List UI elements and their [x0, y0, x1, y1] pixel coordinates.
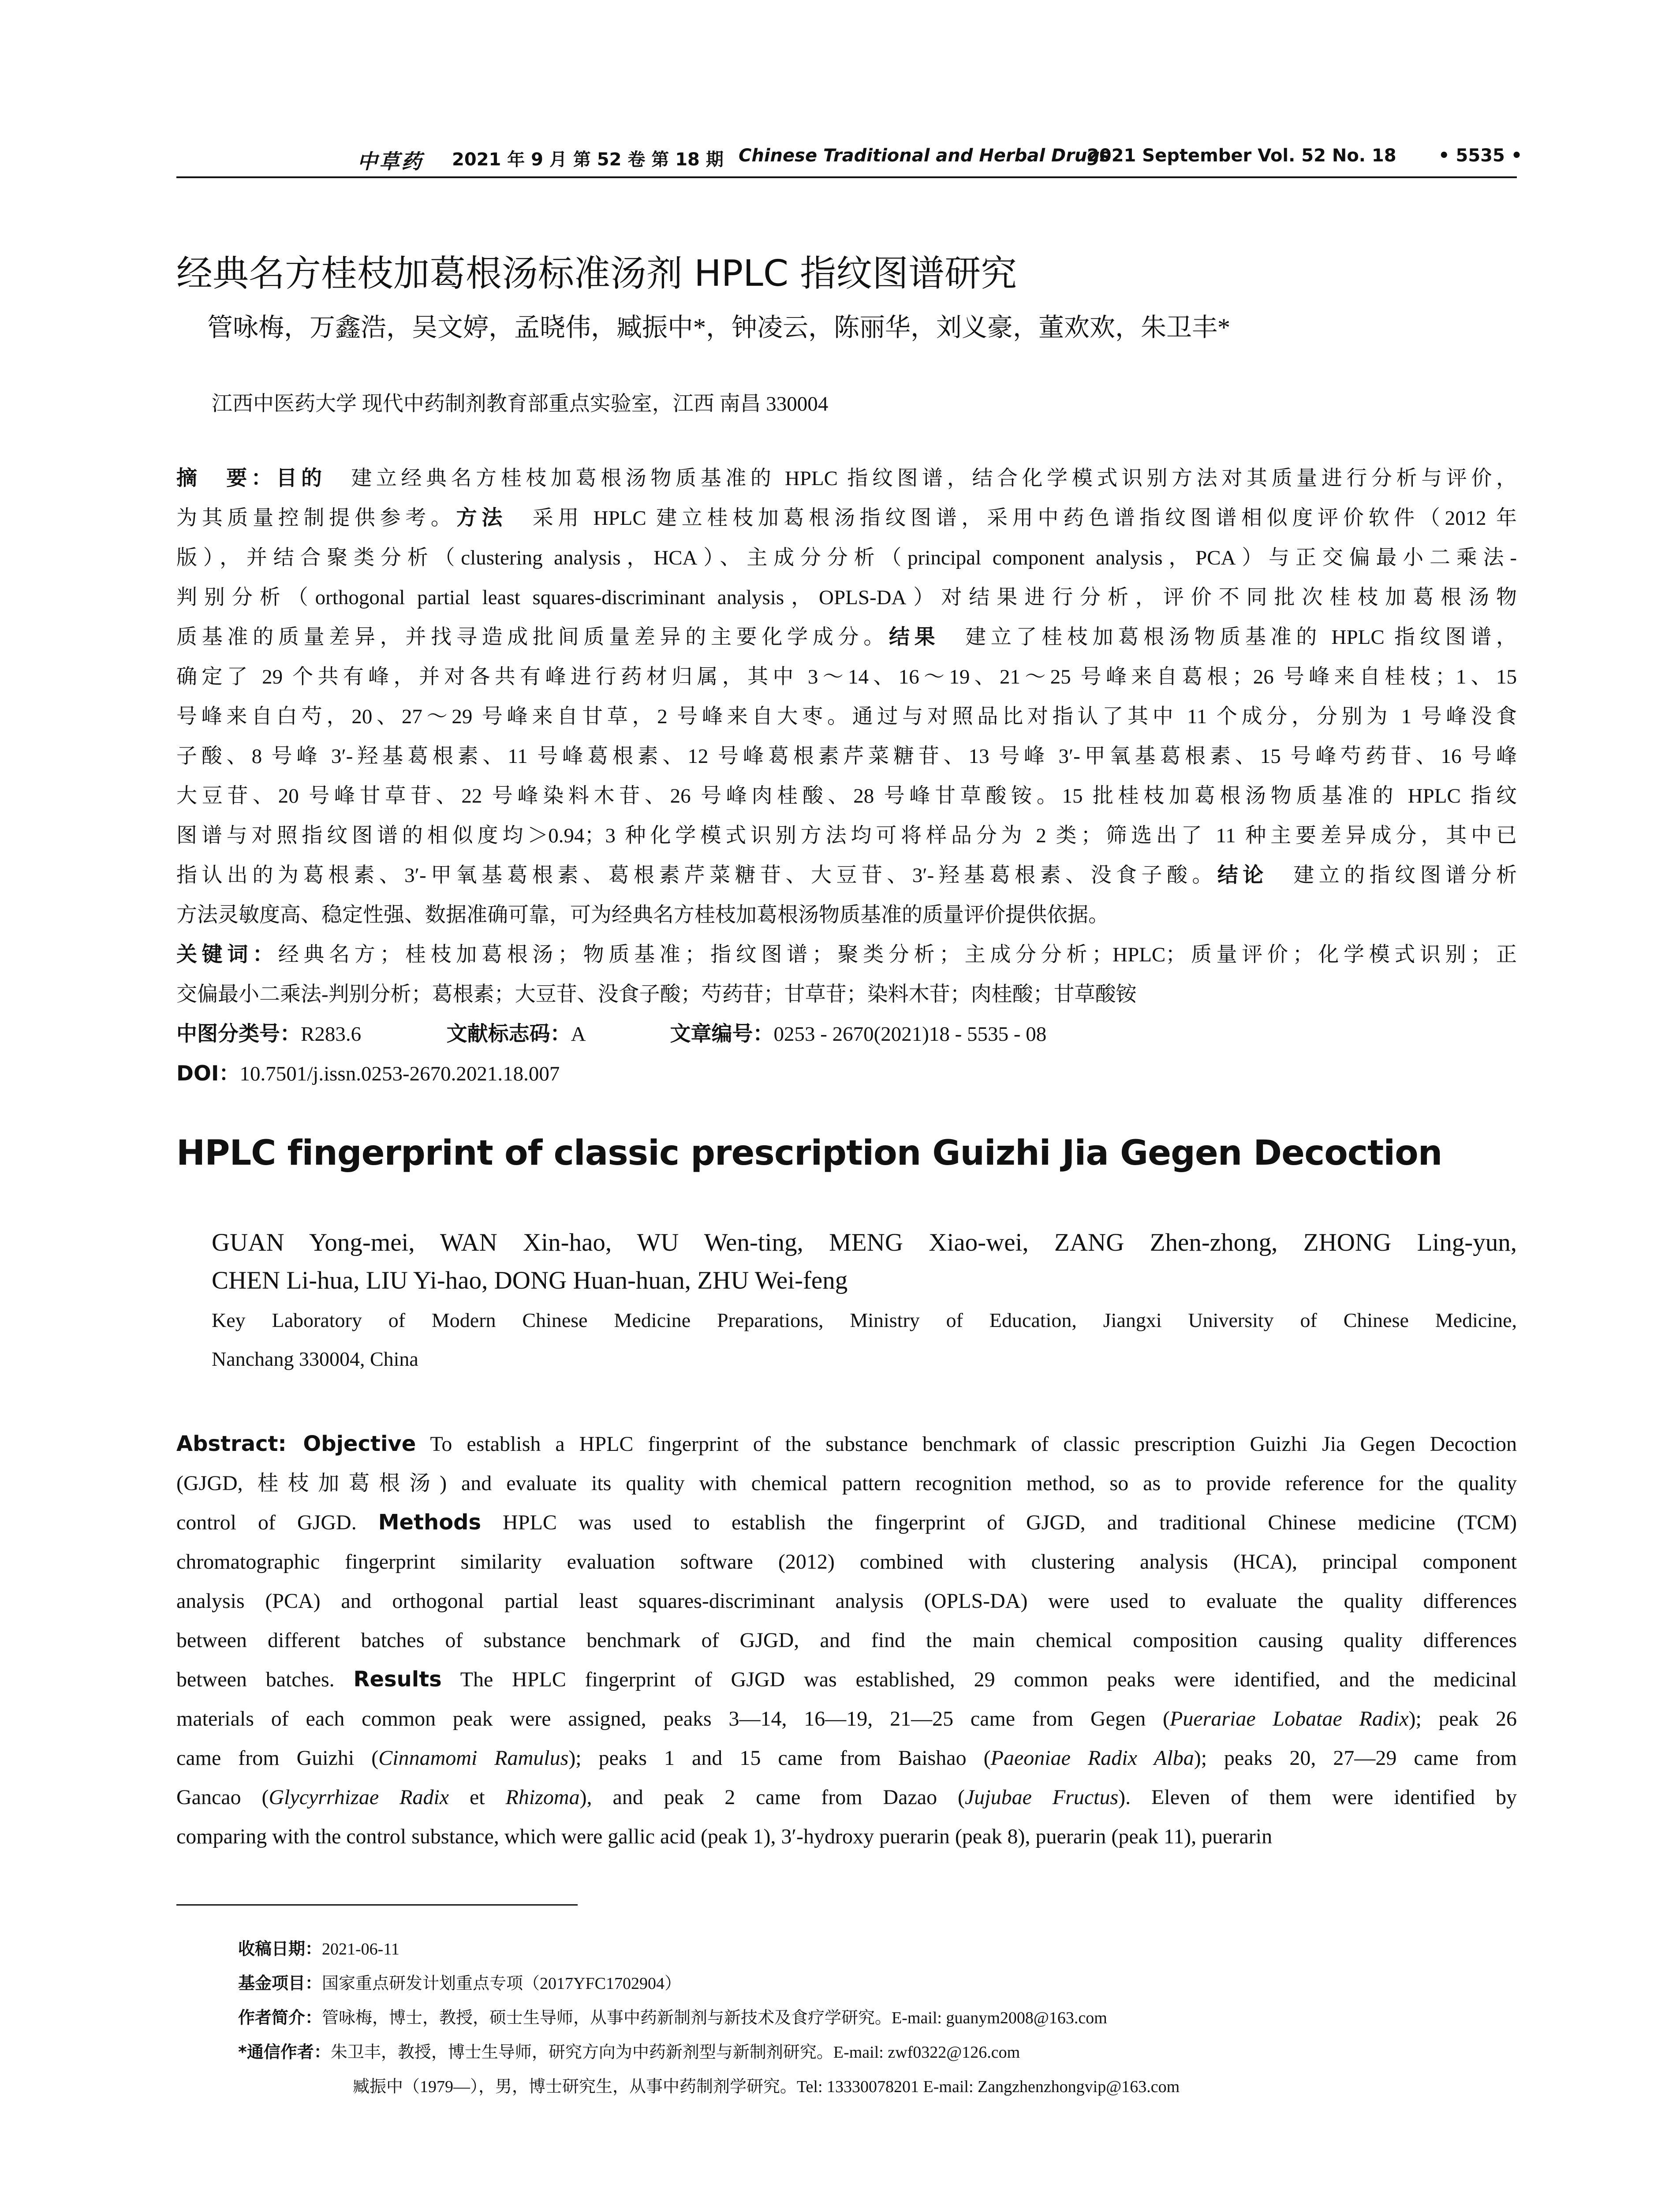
text-run: To establish a HPLC fingerprint of the substance benchmark of classic prescription Guizhi Jia Gegen Decoction: [416, 1432, 1517, 1456]
article-number-value: 0253 - 2670(2021)18 - 5535 - 08: [773, 1023, 1047, 1046]
author-bio-value: 管咏梅，博士，教授，硕士生导师，从事中药新制剂与新技术及食疗学研究。E-mail: guanym2008@163.com: [322, 2009, 1107, 2027]
paragraph-line: [176, 816, 1517, 856]
text-run: Glycyrrhizae Radix: [269, 1786, 449, 1809]
paragraph-line: [176, 617, 1517, 657]
text-run: 确定了 29 个共有峰，并对各共有峰进行药材归属，其中 3～14、16～19、21～25 号峰来自葛根；26 号峰来自桂枝；1、15: [176, 665, 1517, 688]
fund-value: 国家重点研发计划重点专项（2017YFC1702904）: [322, 1974, 681, 1993]
header-rule: [176, 176, 1517, 178]
text-run: Paeoniae Radix Alba: [990, 1746, 1194, 1770]
paragraph-line: [176, 1778, 1517, 1817]
text-run: 图谱与对照指纹图谱的相似度均＞0.94；3 种化学模式识别方法均可将样品分为 2 类；筛选出了 11 种主要差异成分，其中已: [176, 824, 1517, 847]
section-label: 结果: [889, 625, 940, 649]
paragraph-line: [176, 1424, 1517, 1464]
corresponding-value: 朱卫丰，教授，博士生导师，研究方向为中药新剂型与新制剂研究。E-mail: zwf0322@126.com: [330, 2043, 1020, 2062]
paragraph-line: [176, 1542, 1517, 1581]
doi-value[interactable]: 10.7501/j.issn.0253-2670.2021.18.007: [239, 1062, 560, 1085]
text-run: 建立经典名方桂枝加葛根汤物质基准的 HPLC 指纹图谱，结合化学模式识别方法对其质量进行分析与评价，: [326, 467, 1517, 490]
affiliation-en: [212, 1301, 1517, 1379]
keywords-line: [176, 935, 1517, 975]
paragraph-line: [176, 578, 1517, 617]
journal-name-cn: 中草药: [357, 150, 423, 173]
footnote-received: [238, 1935, 399, 1959]
corresponding-label: *通信作者：: [238, 2042, 331, 2062]
text-run: (GJGD, 桂枝加葛根汤) and evaluate its quality with chemical pattern recognition method, so as to provide reference for the quality: [176, 1472, 1517, 1495]
keywords-line: [176, 975, 1517, 1014]
section-label: 结论: [1217, 863, 1268, 887]
text-run: Jujubae Fructus: [964, 1786, 1119, 1809]
paragraph-line: [176, 895, 1517, 935]
text-run: 指认出的为葛根素、3′-甲氧基葛根素、葛根素芹菜糖苷、大豆苷、3′-羟基葛根素、没食子酸。: [176, 864, 1217, 887]
text-run: between batches.: [176, 1668, 354, 1691]
authors-en-line-2: CHEN Li-hua, LIU Yi-hao, DONG Huan-huan, ZHU Wei-feng: [212, 1267, 848, 1294]
paragraph-line: [176, 538, 1517, 578]
received-label: 收稿日期：: [238, 1939, 322, 1958]
paragraph-line: [176, 1699, 1517, 1738]
authors-cn: 管咏梅，万鑫浩，吴文婷，孟晓伟，臧振中*，钟凌云，陈丽华，刘义豪，董欢欢，朱卫丰*: [207, 313, 1231, 342]
paragraph-line: [176, 459, 1517, 498]
paragraph-line: [176, 697, 1517, 736]
text-run: 方法灵敏度高、稳定性强、数据准确可靠，可为经典名方桂枝加葛根汤物质基准的质量评价提供依据。: [176, 904, 1109, 927]
text-run: 大豆苷、20 号峰甘草苷、22 号峰染料木苷、26 号峰肉桂酸、28 号峰甘草酸铵。15 批桂枝加葛根汤物质基准的 HPLC 指纹: [176, 785, 1517, 807]
paragraph-line: [176, 736, 1517, 776]
text-run: The HPLC fingerprint of GJGD was established, 29 common peaks were identified, and the medicinal: [441, 1668, 1517, 1691]
text-run: between different batches of substance benchmark of GJGD, and find the main chemical composition causing quality differences: [176, 1629, 1517, 1652]
clc-label: 中图分类号：: [176, 1022, 301, 1046]
text-run: chromatographic fingerprint similarity evaluation software (2012) combined with clustering analysis (HCA), principal component: [176, 1550, 1517, 1573]
text-run: ), and peak 2 came from Dazao (: [579, 1786, 965, 1809]
text-run: ); peaks 1 and 15 came from Baishao (: [568, 1746, 991, 1770]
text-run: et: [449, 1786, 506, 1809]
footnote-author-bio: [238, 2004, 1107, 2028]
section-label: Abstract: Objective: [176, 1431, 416, 1456]
doi-label: DOI：: [176, 1061, 240, 1086]
footnote-rule: [176, 1904, 578, 1906]
text-run: ). Eleven of them were identified by: [1118, 1786, 1517, 1809]
text-run: analysis (PCA) and orthogonal partial least squares-discriminant analysis (OPLS-DA) were used to evaluate the quality differences: [176, 1589, 1517, 1613]
text-run: 为其质量控制提供参考。: [176, 507, 456, 530]
text-run: materials of each common peak were assigned, peaks 3—14, 16—19, 21—25 came from Gegen (: [176, 1707, 1170, 1730]
authors-en: [212, 1224, 1517, 1300]
classification-block: [176, 1014, 1517, 1094]
text-run: Cinnamomi Ramulus: [378, 1746, 569, 1770]
authors-en-line-1: GUAN Yong-mei, WAN Xin-hao, WU Wen-ting, MENG Xiao-wei, ZANG Zhen-zhong, ZHONG Ling-yun,: [212, 1229, 1517, 1256]
abstract-cn: [176, 459, 1517, 935]
text-run: comparing with the control substance, which were gallic acid (peak 1), 3′-hydroxy puerarin (peak 8), puerarin (peak 11), puerarin: [176, 1825, 1273, 1848]
fund-label: 基金项目：: [238, 1973, 322, 1993]
paragraph-line: [176, 1621, 1517, 1660]
affiliation-cn: 江西中医药大学 现代中药制剂教育部重点实验室，江西 南昌 330004: [212, 392, 829, 415]
text-run: HPLC was used to establish the fingerprint of GJGD, and traditional Chinese medicine (TCM): [481, 1511, 1517, 1534]
paragraph-line: [176, 657, 1517, 697]
journal-name-en: Chinese Traditional and Herbal Drugs: [739, 146, 1110, 166]
paragraph-line: [176, 856, 1517, 895]
keywords-cn: [176, 935, 1517, 1014]
paragraph-line: [176, 1817, 1517, 1856]
text-run: 判别分析（orthogonal partial least squares-discriminant analysis，OPLS-DA）对结果进行分析，评价不同批次桂枝加葛根汤物: [176, 586, 1517, 609]
title-en: HPLC fingerprint of classic prescription Guizhi Jia Gegen Decoction: [176, 1133, 1442, 1173]
text-run: ); peaks 20, 27—29 came from: [1194, 1746, 1517, 1770]
footnote-corresponding-2: 臧振中（1979—），男，博士研究生，从事中药制剂学研究。Tel: 13330078201 E-mail: Zangzhenzhongvip@163.com: [353, 2078, 1180, 2096]
section-label: Methods: [378, 1510, 482, 1535]
paragraph-line: [176, 498, 1517, 538]
received-value: 2021-06-11: [322, 1940, 399, 1958]
abstract-en: [176, 1424, 1517, 1856]
paragraph-line: [176, 1464, 1517, 1503]
text-run: 建立的指纹图谱分析: [1268, 864, 1517, 887]
text-run: came from Guizhi (: [176, 1746, 379, 1770]
paragraph-line: [176, 1503, 1517, 1542]
author-bio-label: 作者简介：: [238, 2008, 322, 2027]
keywords-text-2: 交偏最小二乘法-判别分析；葛根素；大豆苷、没食子酸；芍药苷；甘草苷；染料木苷；肉桂酸；甘草酸铵: [176, 983, 1137, 1006]
issue-info-cn: 2021 年 9 月 第 52 卷 第 18 期: [452, 149, 724, 170]
text-run: ); peak 26: [1408, 1707, 1517, 1730]
paragraph-line: [176, 1738, 1517, 1778]
text-run: Puerariae Lobatae Radix: [1170, 1707, 1409, 1730]
paragraph-line: [176, 776, 1517, 816]
keywords-label: 关键词：: [176, 942, 278, 967]
text-run: Gancao (: [176, 1786, 269, 1809]
affiliation-en-line-1: Key Laboratory of Modern Chinese Medicine Preparations, Ministry of Education, Jiangxi University of Chinese Medicine,: [212, 1309, 1517, 1331]
footnote-fund: [238, 1970, 681, 1994]
text-run: control of GJGD.: [176, 1511, 378, 1534]
page-number: • 5535 •: [1438, 146, 1523, 166]
doi-line: [176, 1054, 1517, 1094]
title-cn: 经典名方桂枝加葛根汤标准汤剂 HPLC 指纹图谱研究: [176, 253, 1017, 295]
text-run: 采用 HPLC 建立桂枝加葛根汤指纹图谱，采用中药色谱指纹图谱相似度评价软件（2012 年: [507, 507, 1517, 530]
classification-line: [176, 1014, 1517, 1054]
running-header: [176, 146, 1523, 176]
section-label: 摘 要：目的: [176, 466, 326, 490]
doc-code-value: A: [571, 1023, 585, 1046]
paragraph-line: [176, 1581, 1517, 1621]
text-run: 子酸、8 号峰 3′-羟基葛根素、11 号峰葛根素、12 号峰葛根素芹菜糖苷、13 号峰 3′-甲氧基葛根素、15 号峰芍药苷、16 号峰: [176, 745, 1517, 768]
text-run: 版），并结合聚类分析（clustering analysis，HCA）、主成分分析（principal component analysis，PCA）与正交偏最小二乘法-: [176, 546, 1517, 569]
affiliation-en-line-2: Nanchang 330004, China: [212, 1348, 418, 1370]
text-run: 质基准的质量差异，并找寻造成批间质量差异的主要化学成分。: [176, 626, 889, 649]
issue-info-en: 2021 September Vol. 52 No. 18: [1087, 146, 1396, 166]
text-run: Rhizoma: [505, 1786, 580, 1809]
section-label: Results: [353, 1667, 442, 1692]
footnote-corresponding: [238, 2038, 1020, 2063]
clc-value: R283.6: [301, 1023, 362, 1046]
doc-code-label: 文献标志码：: [446, 1022, 571, 1046]
text-run: 号峰来自白芍，20、27～29 号峰来自甘草，2 号峰来自大枣。通过与对照品比对指认了其中 11 个成分，分别为 1 号峰没食: [176, 705, 1517, 728]
section-label: 方法: [456, 506, 508, 530]
article-number-label: 文章编号：: [670, 1022, 774, 1046]
text-run: 建立了桂枝加葛根汤物质基准的 HPLC 指纹图谱，: [940, 626, 1517, 649]
keywords-text-1: 经典名方；桂枝加葛根汤；物质基准；指纹图谱；聚类分析；主成分分析；HPLC；质量评价；化学模式识别；正: [278, 943, 1517, 966]
paragraph-line: [176, 1660, 1517, 1699]
